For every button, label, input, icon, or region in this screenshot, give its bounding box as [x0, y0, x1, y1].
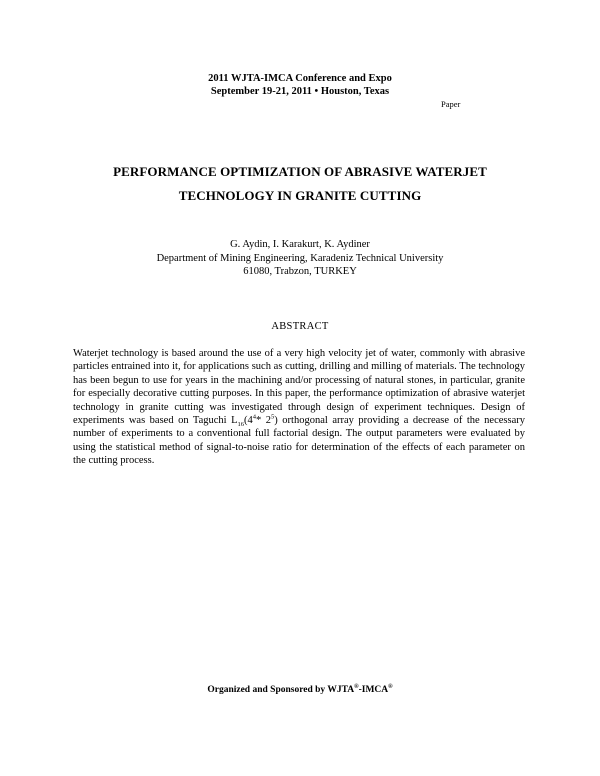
- paper-title-line-2: TECHNOLOGY IN GRANITE CUTTING: [178, 188, 422, 203]
- abstract-body: [73, 347, 525, 468]
- registered-mark-1: ®: [354, 683, 359, 690]
- conference-dates-location: September 19-21, 2011 • Houston, Texas: [210, 86, 390, 97]
- paper-label: Paper: [441, 99, 461, 109]
- author-address: 61080, Trabzon, TURKEY: [243, 266, 357, 277]
- array-exponent-4: 4: [252, 413, 257, 421]
- array-base-2: 2: [261, 415, 272, 427]
- abstract-text-part-2: ) orthogonal array providing a decrease of the necessary number of experiments to a conventional full factorial design. The output parameters were evaluated by using the statistical method of signal-to-noise ratio for determination of the effects of each parameter on the cutting process.: [73, 415, 525, 467]
- conference-name: 2011 WJTA-IMCA Conference and Expo: [208, 73, 392, 84]
- author-names: G. Aydin, I. Karakurt, K. Aydiner: [230, 239, 370, 250]
- footer-sponsor: [0, 684, 600, 696]
- footer-imca: -IMCA: [358, 685, 389, 695]
- footer-text: Organized and Sponsored by WJTA: [207, 685, 355, 695]
- array-exponent-5: 5: [271, 413, 275, 421]
- paper-title-line-1: PERFORMANCE OPTIMIZATION OF ABRASIVE WATERJET: [113, 164, 487, 179]
- abstract-text-part-1: Waterjet technology is based around the use of a very high velocity jet of water, commonly with abrasive particles entrained into it, for applications such as cutting, drilling and milling of materials. The technology has been begun to use for years in the machining and/or processing of natural stones, in particular, granite for especially decorative cutting purposes. In this paper, the performance optimization of abrasive waterjet technology in granite cutting was investigated through design of experiment techniques. Design of experiments was based on Taguchi L: [73, 348, 525, 427]
- taguchi-subscript: 16: [237, 421, 245, 429]
- abstract-heading: ABSTRACT: [271, 321, 329, 332]
- registered-mark-2: ®: [388, 683, 393, 690]
- array-multiply: *: [256, 415, 262, 427]
- author-department: Department of Mining Engineering, Karadeniz Technical University: [156, 253, 444, 264]
- array-notation-open: (4: [244, 415, 253, 427]
